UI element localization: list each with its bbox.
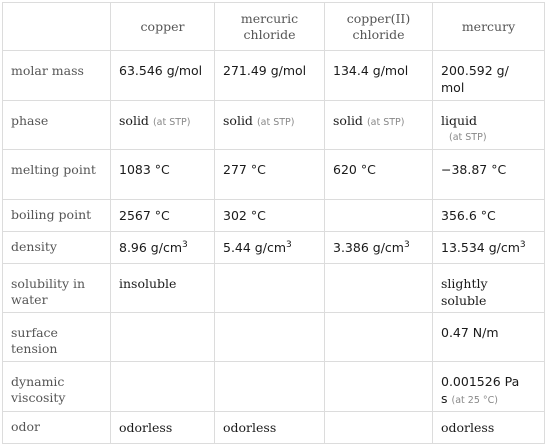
phase-value: solid [119, 113, 149, 128]
header-mercuric-chloride: mercuric chloride [215, 3, 325, 51]
table-row [3, 200, 545, 232]
cell-copper-phase [111, 101, 215, 150]
table-row [3, 313, 545, 362]
cell-mercury-solubility: slightly soluble [433, 264, 545, 313]
cell-copper-odor: odorless [111, 412, 215, 444]
density-exponent: 3 [519, 239, 526, 250]
phase-note: (at STP) [366, 117, 405, 128]
row-label-surface-tension: surface tension [3, 313, 111, 362]
cell-copper-ii-chloride-molar-mass: 134.4 g/mol [325, 51, 433, 101]
table-row [3, 264, 545, 313]
phase-value: solid [223, 113, 253, 128]
cell-mercuric-chloride-surface-tension [215, 313, 325, 362]
viscosity-value: 0.001526 Pa s [441, 374, 520, 406]
cell-copper-dynamic-viscosity [111, 362, 215, 412]
table-row [3, 51, 545, 101]
density-value: 8.96 g/cm [119, 240, 183, 255]
cell-copper-solubility: insoluble [111, 264, 215, 313]
table-row [3, 232, 545, 264]
header-copper-ii-chloride: copper(II) chloride [325, 3, 433, 51]
phase-value: solid [333, 113, 363, 128]
cell-copper-density [111, 232, 215, 264]
cell-copper-ii-chloride-boiling-point [325, 200, 433, 232]
cell-copper-molar-mass: 63.546 g/mol [111, 51, 215, 101]
cell-mercury-surface-tension: 0.47 N/m [433, 313, 545, 362]
header-row [3, 3, 545, 51]
row-label-solubility: solubility in water [3, 264, 111, 313]
table-row [3, 150, 545, 200]
header-corner [3, 3, 111, 51]
cell-mercuric-chloride-solubility [215, 264, 325, 313]
cell-mercury-melting-point: −38.87 °C [433, 150, 545, 200]
density-value: 13.534 g/cm [441, 240, 520, 255]
cell-mercury-molar-mass: 200.592 g/ mol [433, 51, 545, 101]
table-row [3, 362, 545, 412]
properties-table [2, 2, 545, 444]
row-label-odor: odor [3, 412, 111, 444]
density-exponent: 3 [286, 239, 292, 250]
row-label-phase: phase [3, 101, 111, 150]
cell-copper-surface-tension [111, 313, 215, 362]
viscosity-note: (at 25 °C) [451, 395, 498, 406]
cell-copper-ii-chloride-solubility [325, 264, 433, 313]
cell-copper-ii-chloride-odor [325, 412, 433, 444]
table-row [3, 101, 545, 150]
row-label-melting-point: melting point [3, 150, 111, 200]
cell-mercuric-chloride-odor: odorless [215, 412, 325, 444]
phase-value: liquid [441, 113, 478, 128]
cell-copper-ii-chloride-surface-tension [325, 313, 433, 362]
cell-mercuric-chloride-molar-mass: 271.49 g/mol [215, 51, 325, 101]
cell-mercuric-chloride-dynamic-viscosity [215, 362, 325, 412]
header-mercury: mercury [433, 3, 545, 51]
row-label-density: density [3, 232, 111, 264]
cell-copper-melting-point: 1083 °C [111, 150, 215, 200]
density-value: 3.386 g/cm [333, 240, 404, 255]
cell-copper-ii-chloride-melting-point: 620 °C [325, 150, 433, 200]
phase-note: (at STP) [449, 132, 487, 143]
cell-mercuric-chloride-boiling-point: 302 °C [215, 200, 325, 232]
cell-mercuric-chloride-density [215, 232, 325, 264]
cell-mercury-odor: odorless [433, 412, 545, 444]
table-row [3, 412, 545, 444]
cell-mercury-density [433, 232, 545, 264]
cell-copper-boiling-point: 2567 °C [111, 200, 215, 232]
cell-mercury-phase [433, 101, 545, 150]
row-label-molar-mass: molar mass [3, 51, 111, 101]
cell-mercuric-chloride-melting-point: 277 °C [215, 150, 325, 200]
cell-copper-ii-chloride-phase [325, 101, 433, 150]
density-exponent: 3 [182, 239, 188, 250]
row-label-boiling-point: boiling point [3, 200, 111, 232]
cell-copper-ii-chloride-dynamic-viscosity [325, 362, 433, 412]
phase-note: (at STP) [256, 117, 295, 128]
header-copper: copper [111, 3, 215, 51]
cell-copper-ii-chloride-density [325, 232, 433, 264]
density-value: 5.44 g/cm [223, 240, 287, 255]
cell-mercury-dynamic-viscosity [433, 362, 545, 412]
density-exponent: 3 [403, 239, 410, 250]
row-label-dynamic-viscosity: dynamic viscosity [3, 362, 111, 412]
phase-note: (at STP) [152, 117, 191, 128]
cell-mercuric-chloride-phase [215, 101, 325, 150]
cell-mercury-boiling-point: 356.6 °C [433, 200, 545, 232]
